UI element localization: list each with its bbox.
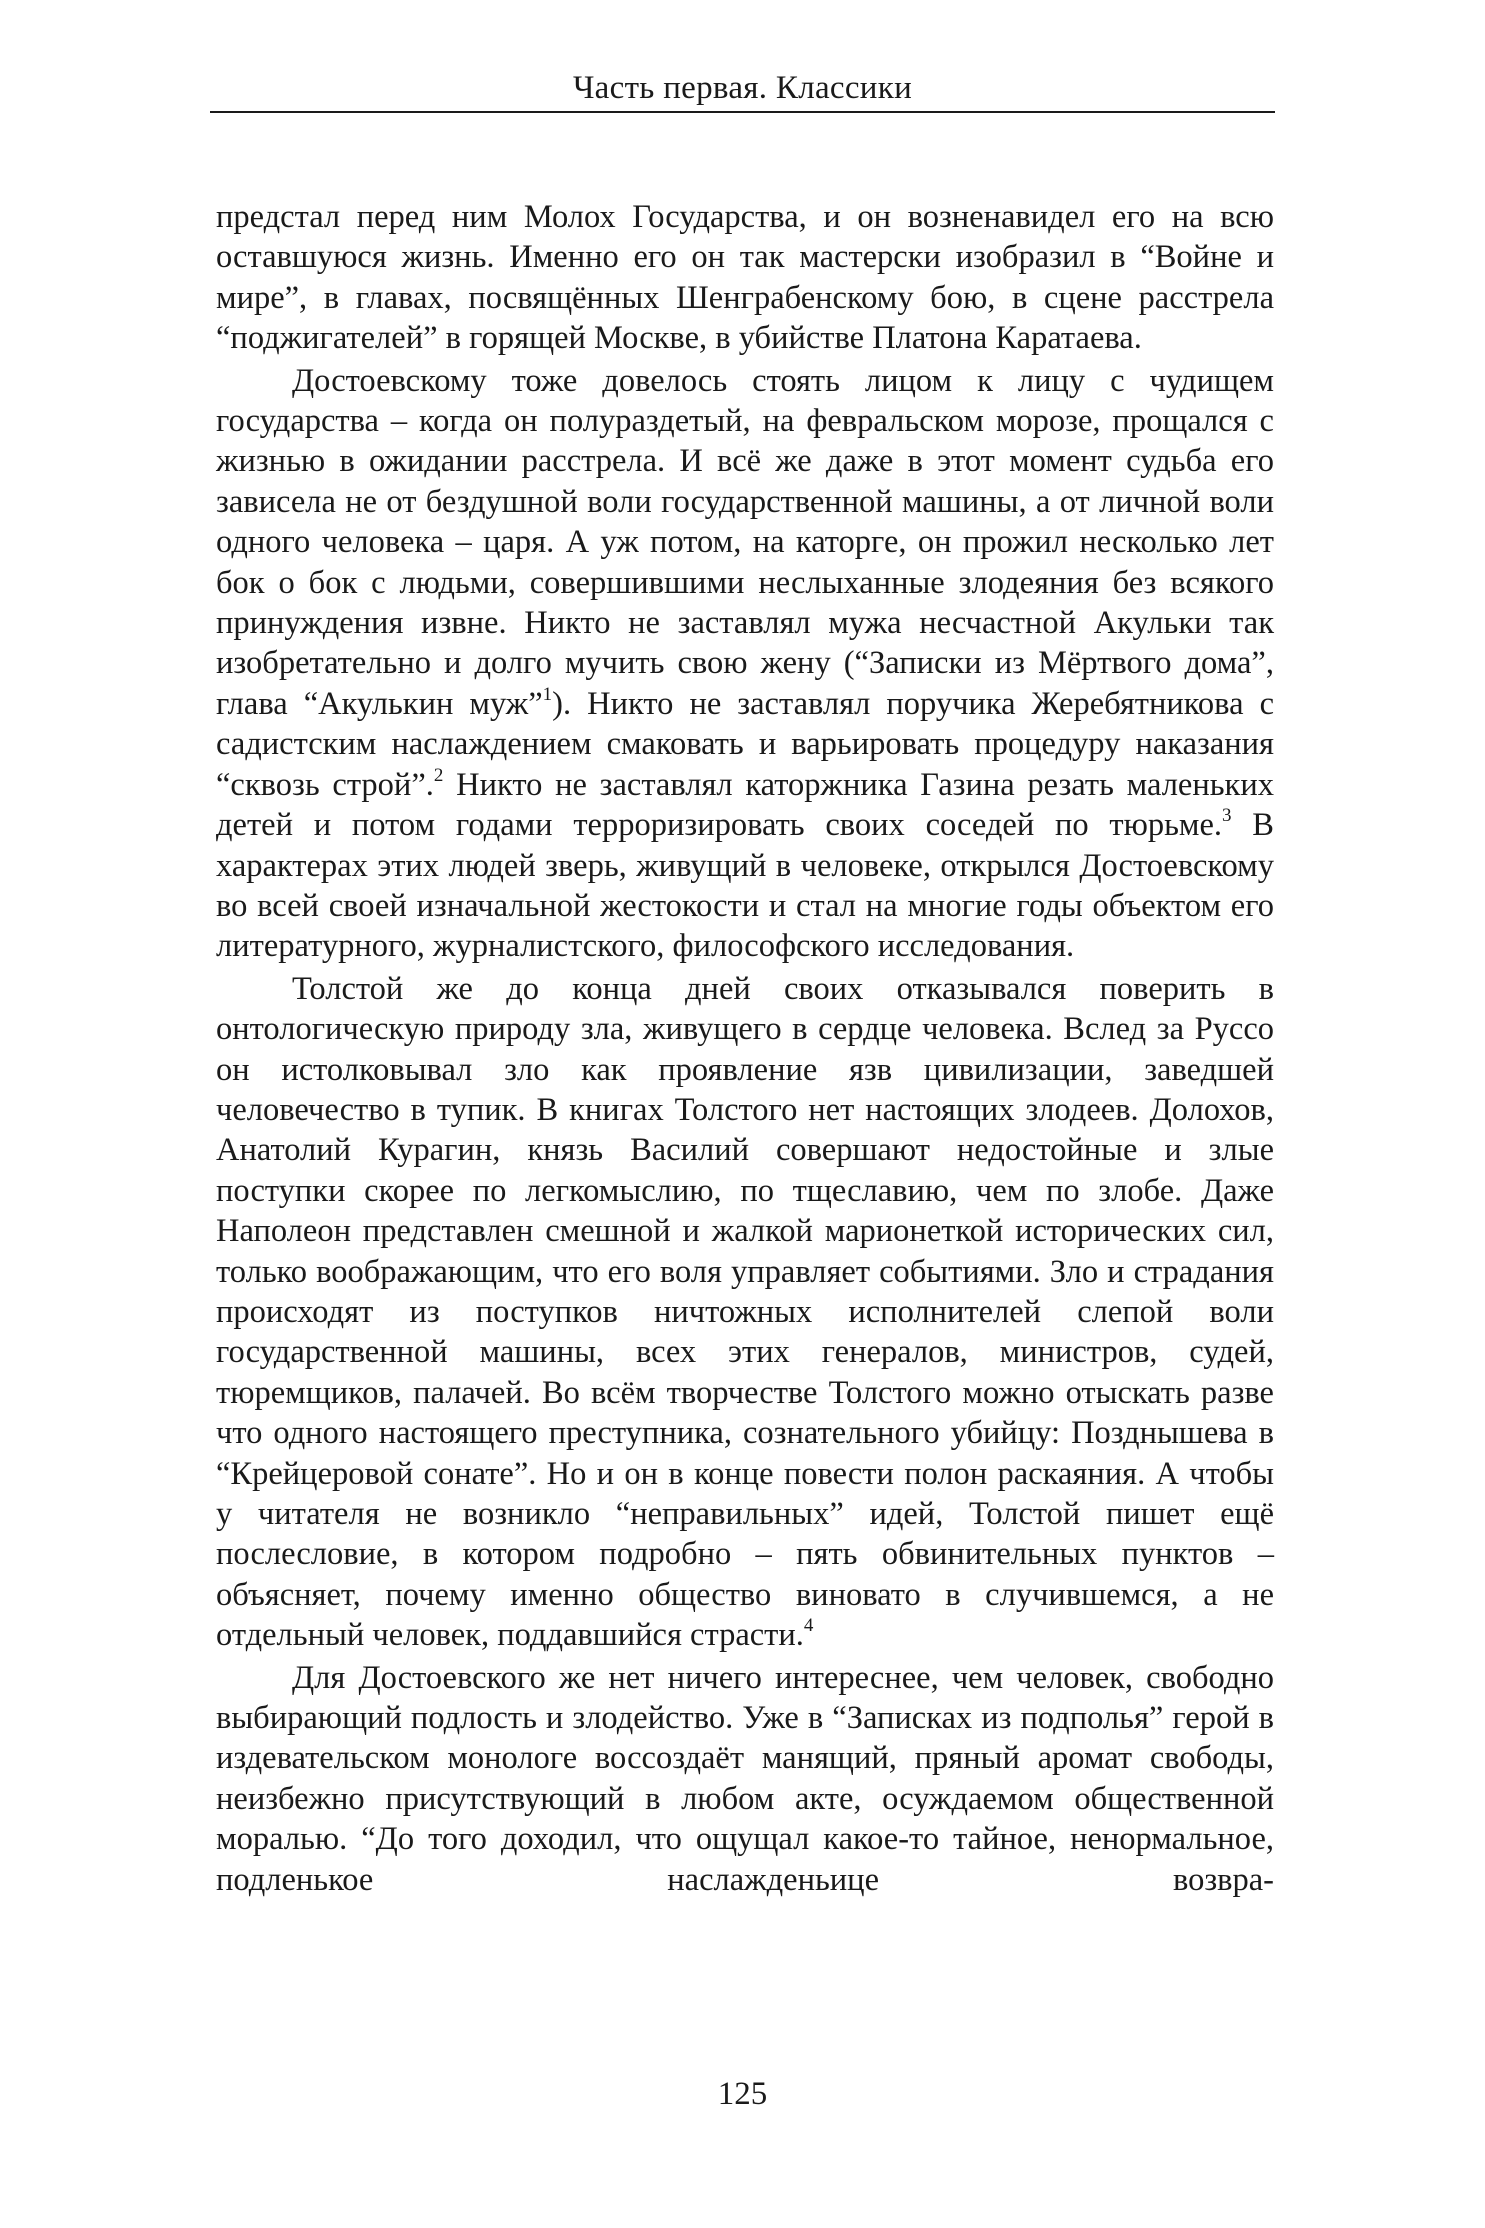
footnote-ref-3[interactable]: 3 [1222,805,1232,827]
paragraph-3-text: Толстой же до конца дней своих отказывался поверить в онтологическую природу зла, живущего в сердце человека. Вслед за Руссо он истолковывал зло как проявление язв цивилизации, заведшей человечество в тупик. В книгах Толстого нет настоящих злодеев. Долохов, Анатолий Курагин, князь Василий совершают недостойные и злые поступки скорее по легкомыслию, по тщеславию, чем по злобе. Даже Наполеон представлен смешной и жалкой марионеткой исторических сил, только воображающим, что его воля управляет событиями. Зло и страдания происходят из поступков ничтожных исполнителей слепой воли государственной машины, всех этих генералов, министров, судей, тюремщиков, палачей. Во всём творчестве Толстого можно отыскать разве что одного настоящего преступника, сознательного убийцу: Позднышева в “Крейцеровой сонате”. Но и он в конце повести полон раскаяния. А чтобы у читателя не возникло “неправильных” идей, Толстой пишет ещё послесловие, в котором подробно – пять обвинительных пунктов – объясняет, почему именно общество виновато в случившемся, а не отдельный человек, поддавшийся страсти. [216,970,1274,1654]
body-text [216,197,1274,1900]
paragraph-2-part-3: Никто не заставлял каторжника Газина резать маленьких детей и потом годами терроризировать своих соседей по тюрьме. [216,766,1274,844]
paragraph-1: предстал перед ним Молох Государства, и он возненавидел его на всю оставшуюся жизнь. Именно его он так мастерски изобразил в “Войне и мире”, в главах, посвящённых Шенграбенскому бою, в сцене расстрела “поджигателей” в горящей Москве, в убийстве Платона Каратаева. [216,199,1274,357]
page-number: 125 [717,2076,768,2112]
footnote-ref-2[interactable]: 2 [433,764,444,786]
paragraph-2-part-1: Достоевскому тоже довелось стоять лицом к лицу с чудищем государства – когда он полураздетый, на февральском морозе, прощался с жизнью в ожидании расстрела. И всё же даже в этот момент судьба его зависела не от бездушной воли государственной машины, а от личной воли одного человека – царя. А уж потом, на каторге, он прожил несколько лет бок о бок с людьми, совершившими неслыханные злодеяния без всякого принуждения извне. Никто не заставлял мужа несчастной Акульки так изобретательно и долго мучить свою жену (“Записки из Мёртвого дома”, глава “Акулькин муж” [216,362,1274,722]
footnote-ref-4[interactable]: 4 [803,1615,814,1637]
running-title: Часть первая. Классики [572,70,913,106]
paragraph-3 [216,969,1274,1656]
paragraph-2-part-4: В характерах этих людей зверь, живущий в человеке, открылся Достоевскому во всей своей изначальной жестокости и стал на многие годы объектом его литературного, журналистского, философского исследования. [216,807,1274,965]
paragraph-4: Для Достоевского же нет ничего интереснее, чем человек, свободно выбирающий подлость и злодейство. Уже в “Записках из подполья” герой в издевательском монологе воссоздаёт манящий, пряный аромат свободы, неизбежно присутствующий в любом акте, осуждаемом общественной моралью. “До того доходил, что ощущал какое-то тайное, ненормальное, подленькое наслажденьице возвра- [216,1659,1274,1898]
paragraph-2 [216,361,1274,967]
header-rule [210,111,1275,113]
footnote-ref-1[interactable]: 1 [542,683,553,705]
paragraph-2-part-2: ). Никто не заставлял поручика Жеребятникова с садистским наслаждением смаковать и варьировать процедуру наказания “сквозь строй”. [216,685,1274,803]
